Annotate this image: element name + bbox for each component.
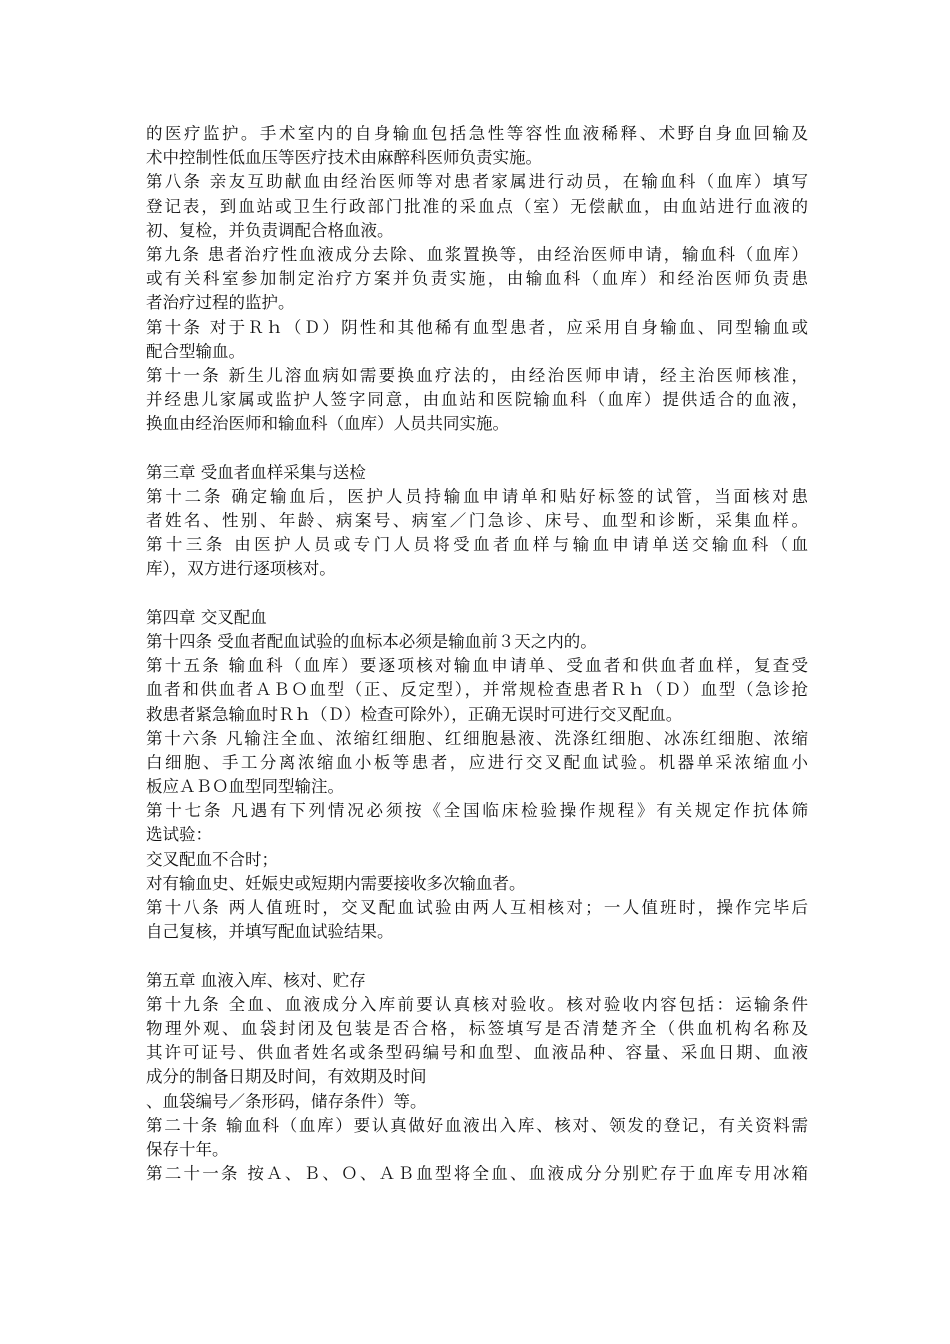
text-line: 对有输血史、妊娠史或短期内需要接收多次输血者。 bbox=[146, 873, 526, 893]
text-line: 第九条 患者治疗性血液成分去除、血浆置换等，由经治医师申请，输血科（血库） bbox=[146, 244, 808, 264]
text-line: 第三章 受血者血样采集与送检 bbox=[146, 462, 366, 482]
text-line: 并经患儿家属或监护人签字同意，由血站和医院输血科（血库）提供适合的血液， bbox=[146, 390, 808, 410]
text-line: 第十四条 受血者配血试验的血标本必须是输血前３天之内的。 bbox=[146, 631, 597, 651]
blank-line bbox=[146, 582, 808, 606]
text-line: 第十二条 确定输血后，医护人员持输血申请单和贴好标签的试管，当面核对患 bbox=[146, 486, 808, 506]
text-line: 配合型输血。 bbox=[146, 341, 245, 361]
text-line: 第十七条 凡遇有下列情况必须按《全国临床检验操作规程》有关规定作抗体筛 bbox=[146, 801, 808, 821]
text-line: 的医疗监护。手术室内的自身输血包括急性等容性血液稀释、术野自身血回输及 bbox=[146, 124, 808, 143]
text-line: 换血由经治医师和输血科（血库）人员共同实施。 bbox=[146, 414, 509, 434]
text-line: 自己复核，并填写配血试验结果。 bbox=[146, 922, 394, 942]
text-line: 选试验： bbox=[146, 825, 212, 845]
text-line: 成分的制备日期及时间，有效期及时间 bbox=[146, 1067, 427, 1087]
blank-line bbox=[146, 944, 808, 968]
text-line: 或有关科室参加制定治疗方案并负责实施，由输血科（血库）和经治医师负责患 bbox=[146, 269, 808, 289]
text-line: 第五章 血液入库、核对、贮存 bbox=[146, 970, 366, 990]
text-line: 白细胞、手工分离浓缩血小板等患者，应进行交叉配血试验。机器单采浓缩血小 bbox=[146, 752, 808, 772]
text-line: 者姓名、性别、年龄、病案号、病室／门急诊、床号、血型和诊断，采集血样。 bbox=[146, 511, 808, 530]
text-line: 救患者紧急输血时Ｒｈ（Ｄ）检查可除外），正确无误时可进行交叉配血。 bbox=[146, 704, 683, 724]
text-line: 保存十年。 bbox=[146, 1139, 229, 1159]
text-line: 第十一条 新生儿溶血病如需要换血疗法的，由经治医师申请，经主治医师核准， bbox=[146, 365, 808, 385]
document-page bbox=[146, 122, 808, 1186]
blank-line bbox=[146, 436, 808, 460]
text-line: 术中控制性低血压等医疗技术由麻醉科医师负责实施。 bbox=[146, 148, 542, 168]
text-line: 其许可证号、供血者姓名或条型码编号和血型、血液品种、容量、采血日期、血液 bbox=[146, 1043, 808, 1063]
text-line: 第十九条 全血、血液成分入库前要认真核对验收。核对验收内容包括：运输条件 bbox=[146, 994, 808, 1014]
text-line: 库），双方进行逐项核对。 bbox=[146, 559, 336, 579]
text-line: 第十六条 凡输注全血、浓缩红细胞、红细胞悬液、洗涤红细胞、冰冻红细胞、浓缩 bbox=[146, 728, 808, 748]
text-line: 第十三条 由医护人员或专门人员将受血者血样与输血申请单送交输血科（血 bbox=[146, 535, 808, 555]
text-line: 物理外观、血袋封闭及包装是否合格，标签填写是否清楚齐全（供血机构名称及 bbox=[146, 1018, 808, 1038]
text-line: 者治疗过程的监护。 bbox=[146, 293, 295, 313]
text-line: 第十八条 两人值班时，交叉配血试验由两人互相核对；一人值班时，操作完毕后 bbox=[146, 898, 808, 917]
text-line: 登记表，到血站或卫生行政部门批准的采血点（室）无偿献血，由血站进行血液的 bbox=[146, 196, 808, 216]
text-line: 血者和供血者ＡＢＯ血型（正、反定型），并常规检查患者Ｒｈ（Ｄ）血型（急诊抢 bbox=[146, 680, 808, 700]
text-line: 、血袋编号／条形码，储存条件）等。 bbox=[146, 1091, 427, 1111]
text-line: 第十五条 输血科（血库）要逐项核对输血申请单、受血者和供血者血样，复查受 bbox=[146, 656, 808, 676]
text-line: 第四章 交叉配血 bbox=[146, 607, 267, 627]
text-line: 第八条 亲友互助献血由经治医师等对患者家属进行动员，在输血科（血库）填写 bbox=[146, 172, 808, 192]
text-line: 第二十一条 按Ａ、Ｂ、Ｏ、ＡＢ血型将全血、血液成分分别贮存于血库专用冰箱 bbox=[146, 1164, 808, 1184]
text-line: 第二十条 输血科（血库）要认真做好血液出入库、核对、领发的登记，有关资料需 bbox=[146, 1115, 808, 1135]
text-line: 交叉配血不合时； bbox=[146, 849, 278, 869]
text-line: 初、复检，并负责调配合格血液。 bbox=[146, 220, 394, 240]
text-line: 板应ＡＢＯ血型同型输注。 bbox=[146, 777, 344, 797]
text-line: 第十条 对于Ｒｈ（Ｄ）阴性和其他稀有血型患者，应采用自身输血、同型输血或 bbox=[146, 317, 808, 337]
